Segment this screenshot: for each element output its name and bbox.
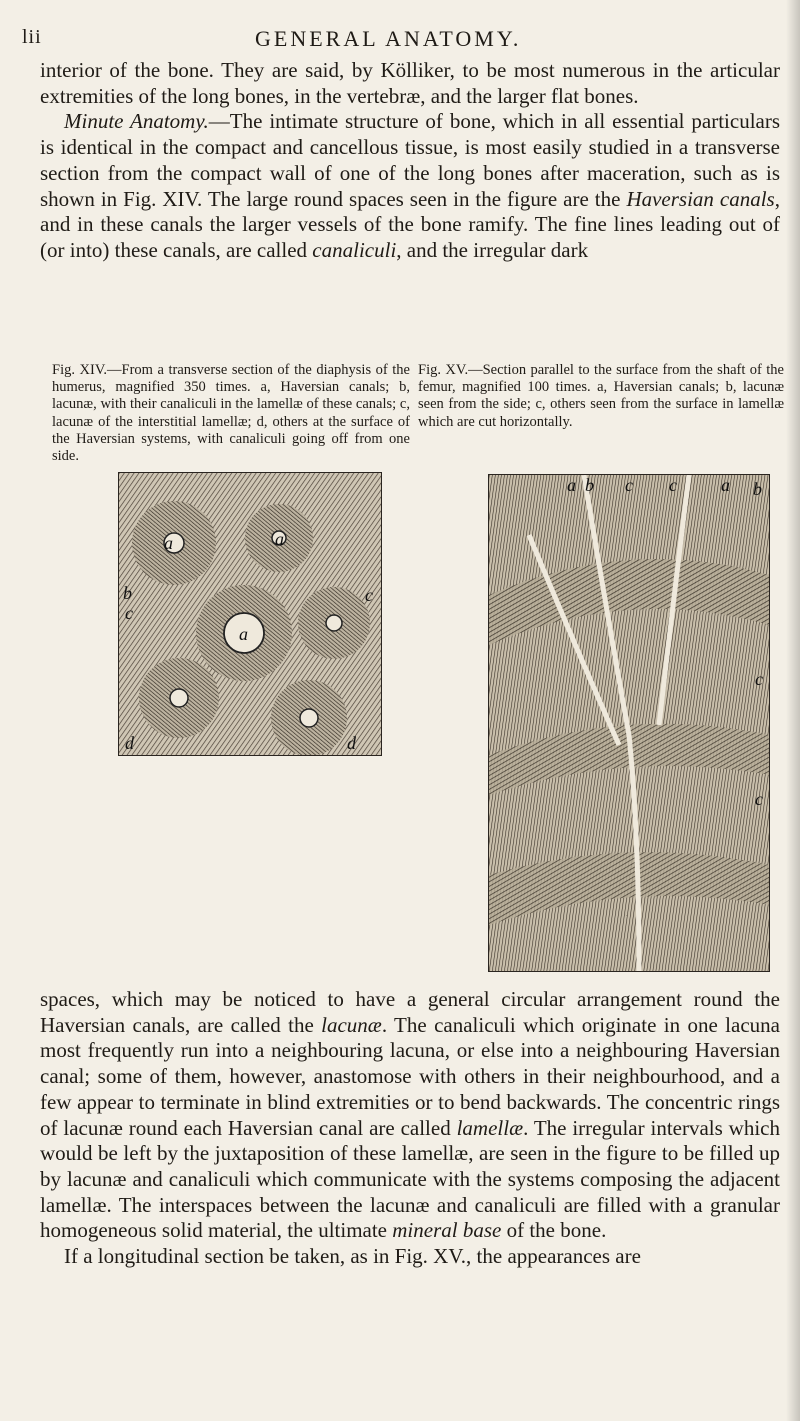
term-lamellae: lamellæ bbox=[456, 1115, 524, 1140]
term-mineral-base: mineral base bbox=[392, 1218, 502, 1243]
paragraph-longitudinal: If a longitudinal section be taken, as in Fig. XV., the appearances are bbox=[64, 1244, 641, 1269]
running-title: GENERAL ANATOMY. bbox=[255, 26, 522, 51]
page-number: lii bbox=[22, 26, 42, 48]
fig14-drawing bbox=[119, 473, 381, 755]
fig15-label-c1: c bbox=[625, 475, 633, 495]
fig15-label-b2: b bbox=[753, 479, 762, 499]
fig15-illustration bbox=[488, 474, 770, 972]
fig14-label-a3: a bbox=[239, 624, 248, 644]
section-heading: Minute Anatomy. bbox=[64, 109, 209, 134]
fig15-drawing bbox=[489, 475, 769, 971]
fig14-label-d1: d bbox=[125, 733, 134, 753]
fig14-label-d2: d bbox=[347, 733, 356, 753]
top-text-block bbox=[40, 58, 780, 264]
term-haversian-canals: Haversian canals bbox=[626, 186, 775, 211]
paragraph-continuation: interior of the bone. They are said, by Kölliker, to be most numerous in the articular extremities of the long bones, in the vertebræ, and the larger flat bones. bbox=[40, 58, 780, 108]
fig14-label-b: b bbox=[123, 583, 132, 603]
bottom-text-block bbox=[40, 987, 780, 1270]
paragraph-lacunae: spaces, which may be noticed to have a general circular arrangement round the Haversian canals, are called the lacunæ. The canaliculi which originate in one lacuna most frequently run into a neighbouring lacuna, or else into a neighbouring Haversian canal; some of them, however, anastomose with others in their neighbourhood, and a few appear to terminate in blind extremities or to bend backwards. The concentric rings of lacunæ round each Haversian canal are called lamellæ. The irregular intervals which would be left by the juxtaposition of these lamellæ, are seen in the figure to be filled up by lacunæ and canaliculi which communicate with the systems composing the adjacent lamellæ. The interspaces between the lacunæ and canaliculi are filled with a granular homogeneous solid material, the ultimate mineral base of the bone. bbox=[40, 987, 780, 1243]
term-lacunae: lacunæ bbox=[321, 1012, 382, 1037]
fig14-label-c2: c bbox=[365, 585, 373, 605]
page-edge-shadow bbox=[786, 0, 800, 1421]
fig14-illustration bbox=[118, 472, 382, 756]
fig15-label-c2: c bbox=[669, 475, 677, 495]
fig15-label-b1: b bbox=[585, 475, 594, 495]
fig15-label-c4: c bbox=[755, 789, 763, 809]
fig15-caption: Fig. XV.—Section parallel to the surface from the shaft of the femur, magnified 100 times. a, Haversian canals; b, lacunæ seen from the side; c, others seen from the surface in lamellæ which are cut horizontally. bbox=[418, 362, 784, 430]
fig14-caption: Fig. XIV.—From a transverse section of the diaphysis of the humerus, magnified 350 times. a, Haversian canals; b, lacunæ, with their canaliculi in the lamellæ of these canals; c, lacunæ of the interstitial lamellæ; d, others at the surface of the Haversian systems, with canaliculi going off from one side. bbox=[52, 362, 410, 465]
fig14-label-a2: a bbox=[275, 529, 284, 549]
fig15-label-a1: a bbox=[567, 475, 576, 495]
fig14-label-a1: a bbox=[164, 533, 173, 553]
paragraph-minute-anatomy: Minute Anatomy.—The intimate structure of bone, which in all essential particulars is identical in the compact and cancellous tissue, is most easily studied in a transverse section from the compact wall of one of the long bones after maceration, such as is shown in Fig. XIV. The large round spaces seen in the figure are the Haversian canals, and in these canals the larger vessels of the bone ramify. The fine lines leading out of (or into) these canals, are called canaliculi, and the irregular dark bbox=[40, 109, 781, 262]
term-canaliculi: canaliculi bbox=[312, 237, 397, 262]
fig15-label-c3: c bbox=[755, 669, 763, 689]
fig14-label-c1: c bbox=[125, 603, 133, 623]
fig15-label-a2: a bbox=[721, 475, 730, 495]
